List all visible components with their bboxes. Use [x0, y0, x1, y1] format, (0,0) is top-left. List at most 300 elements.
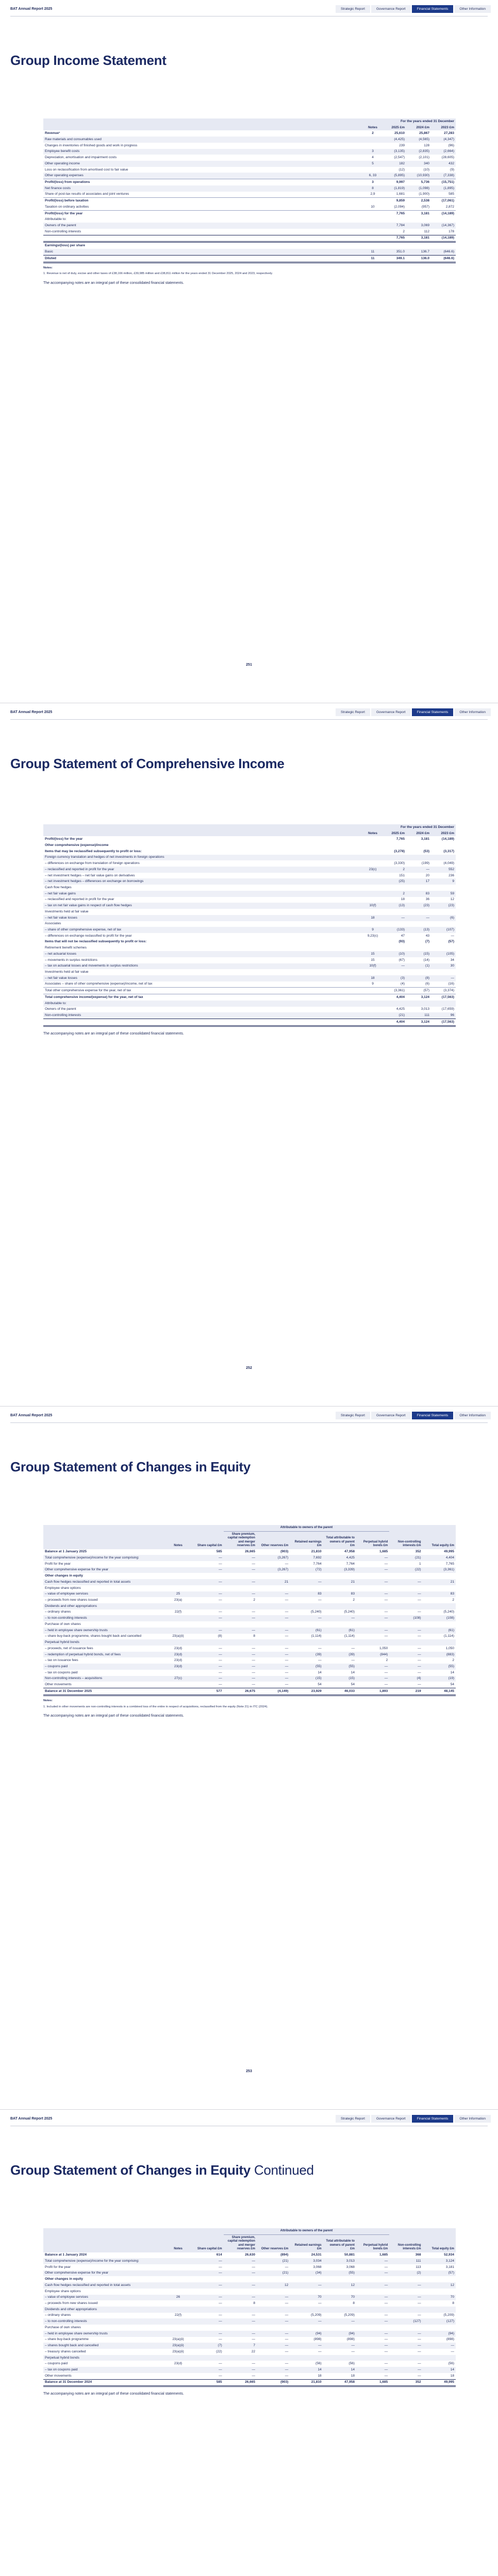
table-row	[43, 1682, 456, 1688]
row-value: —	[252, 1562, 255, 1566]
table-row	[43, 951, 456, 957]
table-row	[43, 945, 456, 951]
row-note: 9	[372, 928, 374, 932]
row-value: —	[418, 1646, 421, 1650]
row-value: —	[418, 1664, 421, 1668]
row-label: Raw materials and consumables used	[45, 137, 102, 141]
row-value: 3,034	[313, 2259, 322, 2263]
tab-other-information[interactable]: Other Information	[454, 5, 491, 13]
row-note	[166, 2325, 191, 2331]
tab-other-information[interactable]: Other Information	[454, 1412, 491, 1419]
row-note	[166, 2373, 191, 2379]
row-label: Taxation on ordinary activities	[45, 205, 89, 209]
table-row	[43, 842, 456, 849]
row-value: 3,013	[346, 2259, 355, 2263]
row-label: – treasury shares cancelled	[45, 2349, 86, 2353]
row-value: 14	[318, 1670, 322, 1674]
row-value: —	[252, 2319, 255, 2324]
row-value: (108)	[446, 1616, 454, 1620]
value-2023: 12	[450, 897, 454, 902]
row-label: Other comprehensive expense for the year	[45, 2271, 109, 2275]
row-value	[190, 1585, 223, 1591]
attributable-header: Attributable to owners of the parent	[224, 2228, 390, 2234]
row-value: —	[384, 1592, 388, 1596]
row-label: – proceeds from new shares issued	[45, 2301, 98, 2306]
value-2024: 3,013	[421, 1007, 429, 1011]
table-row	[43, 1664, 456, 1670]
row-value	[389, 2307, 422, 2313]
value-2023: (17,659)	[441, 1007, 454, 1011]
tab-strategic-report[interactable]: Strategic Report	[336, 1412, 370, 1419]
row-note	[364, 1007, 381, 1013]
row-note	[166, 2307, 191, 2313]
row-note: 10(f)	[369, 964, 376, 968]
row-value: —	[451, 2349, 454, 2353]
row-label: – value of employee services	[45, 1592, 88, 1596]
value-2024: 136.0	[406, 255, 431, 262]
row-value: (844)	[380, 1652, 388, 1656]
page-title-continued: Continued	[254, 2162, 314, 2178]
row-value: (4)	[417, 1676, 421, 1681]
column-header-row	[43, 1531, 456, 1549]
value-2024: (53)	[423, 849, 429, 853]
row-value: —	[384, 2349, 388, 2353]
table-row	[43, 179, 456, 185]
accompanying-notes: The accompanying notes are an integral part of these consolidated financial statements.	[43, 1714, 184, 1718]
row-note	[166, 1682, 191, 1688]
table-row	[43, 155, 456, 161]
row-value	[423, 1621, 456, 1628]
row-note	[364, 860, 381, 867]
table-row	[43, 2367, 456, 2373]
row-value	[224, 2289, 257, 2295]
row-note: 23(d)	[174, 1652, 182, 1656]
row-value: —	[252, 1628, 255, 1632]
value-2025	[381, 855, 406, 861]
row-note	[364, 229, 381, 235]
row-value: —	[418, 2337, 421, 2342]
tab-financial-statements[interactable]: Financial Statements	[412, 5, 454, 13]
value-2023: 59	[450, 891, 454, 895]
row-value	[290, 1603, 323, 1609]
row-value	[224, 1621, 257, 1628]
row-note	[364, 909, 381, 915]
row-value: 14	[351, 2367, 355, 2371]
value-2025: 349.1	[381, 255, 406, 262]
row-label: Total other comprehensive expense for the year, net of tax	[43, 988, 364, 994]
tab-governance-report[interactable]: Governance Report	[371, 1412, 411, 1419]
table-row	[43, 229, 456, 235]
row-value: (127)	[413, 2319, 421, 2324]
row-value: 14	[351, 1670, 355, 1674]
value-2024: —	[426, 916, 429, 920]
row-note	[166, 1579, 191, 1585]
row-value: —	[285, 2331, 289, 2335]
row-value: —	[384, 1556, 388, 1560]
row-value: (55)	[448, 1664, 454, 1668]
row-value	[356, 2307, 389, 2313]
row-value	[190, 1621, 223, 1628]
row-label: Employee benefit costs	[45, 149, 80, 154]
row-note	[364, 873, 381, 879]
comprehensive-income-body	[43, 836, 456, 1026]
row-value: 12	[351, 2283, 355, 2287]
table-row	[43, 878, 456, 885]
row-value: 21	[450, 1580, 454, 1584]
page-changes-in-equity	[0, 1406, 498, 2110]
value-2024	[406, 217, 431, 223]
row-value: (1,114)	[344, 1634, 355, 1638]
value-2025	[381, 842, 406, 849]
tab-financial-statements[interactable]: Financial Statements	[412, 708, 454, 716]
row-label: – share buy-back programme	[45, 2337, 89, 2342]
tab-governance-report[interactable]: Governance Report	[371, 5, 411, 13]
table-row	[43, 1621, 456, 1628]
tab-financial-statements[interactable]: Financial Statements	[412, 2115, 454, 2123]
table-row	[43, 2313, 456, 2319]
footnote-text: 1. Revenue is net of duty, excise and other taxes of £38,166 million, £39,985 million and £38,811 million for the years ended 31 December 2025, 2024 and 2023, respectively.	[43, 272, 273, 276]
column-header-row	[43, 2234, 456, 2252]
table-row	[43, 242, 456, 249]
col-2023: 2023 £m	[431, 125, 456, 131]
row-value: (56)	[448, 2362, 454, 2366]
row-value: —	[252, 1616, 255, 1620]
row-value: 1,050	[379, 1646, 388, 1650]
table-row	[43, 2379, 456, 2386]
row-value: 585	[190, 2379, 223, 2386]
tab-other-information[interactable]: Other Information	[454, 708, 491, 716]
table-row	[43, 210, 456, 216]
row-value: —	[418, 2362, 421, 2366]
row-value: (56)	[316, 2362, 322, 2366]
row-value: 26,665	[245, 1550, 255, 1554]
row-value: 2	[253, 1598, 255, 1602]
column-header: Notes	[166, 1531, 191, 1549]
value-2023: 585	[449, 192, 454, 196]
row-label: Non-controlling interests – acquisitions	[45, 1676, 103, 1681]
income-statement-table	[43, 118, 456, 263]
column-header: Other reserves £m	[257, 1531, 290, 1549]
row-value: 49,995	[444, 1550, 454, 1554]
row-value: —	[384, 1670, 388, 1674]
value-2024: 3,181	[406, 210, 431, 216]
value-2023: (3,374)	[431, 988, 456, 994]
row-value: —	[219, 1628, 222, 1632]
row-label: Investments held at fair value	[45, 970, 89, 974]
value-2025: (1,819)	[394, 186, 405, 190]
row-note: 23(d)	[174, 1664, 182, 1668]
tab-strategic-report[interactable]: Strategic Report	[336, 708, 370, 716]
table-row	[43, 2325, 456, 2331]
table-row	[43, 235, 456, 242]
table-row	[43, 909, 456, 915]
row-value: (2)	[417, 2271, 421, 2275]
value-2025: 9,859	[381, 198, 406, 204]
table-row	[43, 1670, 456, 1676]
row-value	[257, 1603, 290, 1609]
table-row	[43, 2300, 456, 2307]
row-value	[224, 1573, 257, 1579]
table-row	[43, 2258, 456, 2264]
row-value: —	[418, 1683, 421, 1687]
row-label: – proceeds from new shares issued	[45, 1598, 98, 1602]
row-value: —	[418, 2295, 421, 2299]
row-value: 18	[450, 2374, 454, 2378]
table-row	[43, 933, 456, 939]
table-row	[43, 1573, 456, 1579]
row-value: —	[285, 2367, 289, 2371]
row-note	[364, 988, 381, 994]
section-nav	[336, 1412, 491, 1419]
equity-table-wrap	[43, 1525, 456, 1718]
row-value: —	[219, 2337, 222, 2342]
row-value: (3,339)	[344, 1568, 355, 1572]
row-value: —	[285, 1664, 289, 1668]
row-value	[290, 2325, 323, 2331]
row-value: —	[219, 1562, 222, 1566]
tab-strategic-report[interactable]: Strategic Report	[336, 2115, 370, 2123]
accompanying-notes: The accompanying notes are an integral part of these consolidated financial statements.	[43, 281, 184, 285]
row-value: —	[219, 1652, 222, 1656]
row-note	[364, 994, 381, 1001]
table-row	[43, 185, 456, 192]
value-2025: (3,361)	[381, 988, 406, 994]
row-note	[364, 137, 381, 143]
row-note: 23(d)	[174, 1646, 182, 1650]
value-2023: (4,347)	[443, 137, 454, 141]
report-title: BAT Annual Report 2025	[10, 2117, 53, 2121]
row-label: Cash flow hedges reclassified and reported in total assets	[45, 2283, 131, 2287]
row-label: Profit/(loss) for the year	[45, 837, 83, 841]
row-value: 26,630	[245, 2253, 255, 2257]
table-row	[43, 223, 456, 229]
row-value: —	[285, 1616, 289, 1620]
table-row	[43, 1676, 456, 1682]
row-value: (61)	[348, 1628, 355, 1632]
value-2024	[406, 855, 431, 861]
row-value	[356, 1621, 389, 1628]
row-value	[323, 1621, 356, 1628]
row-value: 8	[452, 2301, 454, 2306]
row-value	[423, 1603, 456, 1609]
tab-strategic-report[interactable]: Strategic Report	[336, 5, 370, 13]
value-2023	[431, 909, 456, 915]
row-label: – held in employee share ownership trusts	[45, 1628, 108, 1632]
value-2024: (10,930)	[417, 174, 429, 178]
row-value: —	[252, 1664, 255, 1668]
row-value: —	[384, 1598, 388, 1602]
table-row	[43, 2307, 456, 2313]
row-value	[190, 1639, 223, 1646]
row-note	[166, 2355, 191, 2361]
value-2023: (1,895)	[443, 186, 454, 190]
tab-governance-report[interactable]: Governance Report	[371, 708, 411, 716]
value-2024: 36	[425, 897, 429, 902]
row-value: (19)	[448, 1676, 454, 1681]
row-value: —	[252, 2265, 255, 2269]
row-value: 49,995	[423, 2379, 456, 2386]
row-value: (94)	[316, 2331, 322, 2335]
row-value	[224, 2307, 257, 2313]
row-value	[356, 1573, 389, 1579]
row-note	[364, 855, 381, 861]
row-value: 70	[318, 2295, 322, 2299]
row-value: —	[418, 2331, 421, 2335]
row-value: (22)	[415, 1568, 421, 1572]
row-value: —	[384, 1676, 388, 1681]
row-value: —	[285, 1592, 289, 1596]
value-2023: (4,049)	[443, 861, 454, 866]
row-value: —	[219, 1616, 222, 1620]
row-value: (39)	[348, 1652, 355, 1656]
row-value	[423, 2325, 456, 2331]
row-value: —	[384, 2331, 388, 2335]
row-value: —	[252, 1610, 255, 1614]
row-value: —	[219, 2301, 222, 2306]
row-note	[364, 1001, 381, 1007]
row-value: —	[418, 1580, 421, 1584]
row-value	[257, 1639, 290, 1646]
row-label: – differences on exchange reclassified to profit for the year	[45, 934, 132, 938]
row-value: —	[252, 2259, 255, 2263]
row-value: —	[252, 2271, 255, 2275]
comprehensive-income-table	[43, 824, 456, 1027]
table-row	[43, 860, 456, 867]
row-value: —	[318, 2349, 322, 2353]
value-2023	[431, 842, 456, 849]
row-value: (56)	[348, 2362, 355, 2366]
row-value: (5,240)	[344, 1610, 355, 1614]
row-value: —	[418, 2374, 421, 2378]
row-note	[166, 1567, 191, 1573]
row-value: (903)	[280, 1550, 289, 1554]
row-value: —	[252, 1658, 255, 1663]
row-value: —	[285, 2313, 289, 2317]
row-note	[166, 2270, 191, 2277]
row-value	[356, 2276, 389, 2282]
value-2023: (105)	[446, 952, 454, 956]
row-label: Diluted	[43, 255, 364, 262]
row-value: —	[384, 1568, 388, 1572]
value-2024: 43	[425, 934, 429, 938]
row-label: Dividends and other appropriations	[45, 2307, 97, 2311]
row-value: 50,881	[344, 2253, 355, 2257]
footnote-head: Notes:	[43, 1699, 53, 1702]
row-note: 2,9	[370, 192, 375, 196]
page-number: 253	[246, 2070, 252, 2073]
tab-other-information[interactable]: Other Information	[454, 2115, 491, 2123]
value-2025: 2	[403, 867, 405, 871]
row-value: —	[418, 2349, 421, 2353]
row-label: – to non-controlling interests	[45, 1616, 87, 1620]
row-label	[43, 235, 364, 242]
row-note	[166, 1603, 191, 1609]
row-value: —	[252, 1568, 255, 1572]
column-header: Retained earnings £m	[290, 2234, 323, 2252]
table-row	[43, 988, 456, 994]
row-value	[290, 2307, 323, 2313]
row-note	[364, 969, 381, 975]
row-value: —	[418, 2301, 421, 2306]
row-value: —	[384, 2301, 388, 2306]
value-2023: (107)	[446, 928, 454, 932]
row-value	[190, 2325, 223, 2331]
value-2023	[431, 855, 456, 861]
page-income-statement	[0, 0, 498, 703]
row-value: —	[285, 2265, 289, 2269]
table-row	[43, 143, 456, 149]
column-header: Total attributable to owners of parent £m	[323, 2234, 356, 2252]
value-2023	[431, 242, 456, 249]
row-value: —	[285, 1628, 289, 1632]
row-value	[323, 2276, 356, 2282]
row-label: Profit for the year	[45, 1562, 71, 1566]
row-note: 23(a)(ii)	[172, 2349, 184, 2353]
value-2025: 47	[401, 934, 405, 938]
income-statement-table-wrap	[43, 118, 456, 285]
row-value	[423, 2307, 456, 2313]
row-value: 7,765	[445, 1562, 454, 1566]
row-value: (21)	[282, 2259, 289, 2263]
row-value: —	[219, 2271, 222, 2275]
equity-table-2025	[43, 1525, 456, 1696]
value-2024: 20	[425, 873, 429, 877]
table-row	[43, 915, 456, 921]
row-value	[389, 1585, 422, 1591]
row-note: 6, 33	[369, 174, 377, 178]
row-value: —	[318, 2301, 322, 2306]
value-2024: (57)	[406, 988, 431, 994]
row-value: —	[418, 1592, 421, 1596]
row-value: 83	[351, 1592, 355, 1596]
tab-financial-statements[interactable]: Financial Statements	[412, 1412, 454, 1419]
column-header: Share capital £m	[190, 2234, 223, 2252]
row-value: 7	[253, 2344, 255, 2348]
table-row	[43, 1652, 456, 1658]
value-2024: (1,098)	[419, 186, 429, 190]
row-note: 26	[176, 2295, 180, 2299]
row-label: – to non-controlling interests	[45, 2319, 87, 2324]
row-value	[257, 2276, 290, 2282]
row-note	[166, 2367, 191, 2373]
row-value	[356, 2289, 389, 2295]
attributable-header: Attributable to owners of the parent	[224, 1525, 390, 1531]
row-value: —	[451, 2344, 454, 2348]
row-label: – held in employee share ownership trusts	[45, 2331, 108, 2335]
row-label: – tax on coupons paid	[45, 1670, 78, 1674]
row-note	[166, 2252, 191, 2259]
row-value: 26,665	[224, 2379, 257, 2386]
row-value: (94)	[348, 2331, 355, 2335]
row-note	[166, 2318, 191, 2325]
equity-table-2024	[43, 2228, 456, 2387]
row-label: – tax on actuarial losses and movements in surplus restrictions	[45, 964, 138, 968]
row-label: Attributable to:	[45, 217, 67, 222]
row-value: 12	[450, 2283, 454, 2287]
row-value	[190, 2276, 223, 2282]
value-2025: 7,765	[396, 837, 405, 841]
row-label: – reclassified and reported in profit for the year	[45, 897, 114, 902]
row-note: 9,23(c)	[367, 934, 378, 938]
tab-governance-report[interactable]: Governance Report	[371, 2115, 411, 2123]
value-2023: (16)	[448, 982, 454, 986]
row-value: —	[384, 1664, 388, 1668]
row-label: Cash flow hedges reclassified and reported in total assets	[45, 1580, 131, 1584]
row-value: —	[252, 1556, 255, 1560]
row-value: —	[318, 1658, 322, 1663]
row-value: 1,893	[356, 1688, 389, 1696]
row-value: 352	[389, 2379, 422, 2386]
